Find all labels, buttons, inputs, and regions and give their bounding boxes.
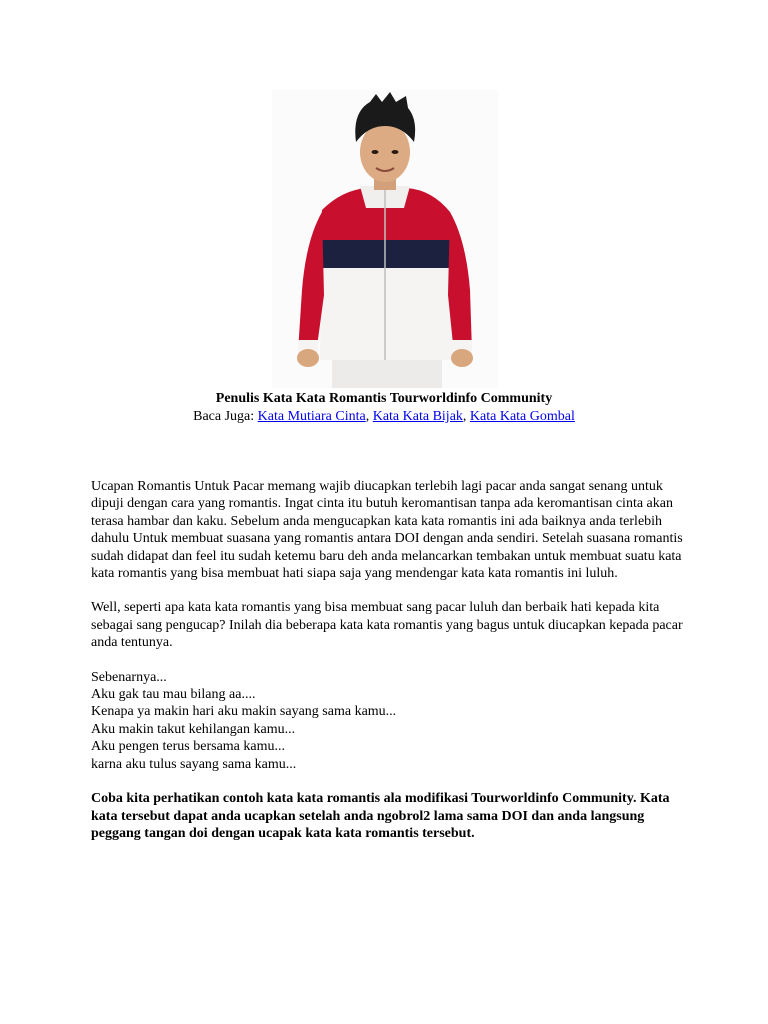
article-body xyxy=(91,478,691,859)
poem-line: Sebenarnya... xyxy=(91,669,167,685)
link-kata-kata-gombal[interactable]: Kata Kata Gombal xyxy=(469,409,575,424)
paragraph-example: Coba kita perhatikan contoh kata kata romantis ala modifikasi Tourworldinfo Community. Kata kata tersebut dapat anda ucapkan setelah anda ngobrol2 lama sama DOI dan anda langsung peggang tangan doi dengan ucapak kata kata romantis tersebut. xyxy=(91,791,670,841)
poem-line: Aku makin takut kehilangan kamu... xyxy=(91,721,296,737)
paragraph-intro: Ucapan Romantis Untuk Pacar memang wajib diucapkan terlebih lagi pacar anda sangat senang untuk dipuji dengan cara yang romantis. Ingat cinta itu butuh keromantisan tanpa ada keromantisan cinta akan terasa hambar dan kaku. Sebelum anda mengucapkan kata kata romantis ini ada baiknya anda terlebih dahulu Untuk membuat suasana yang romantis antara DOI dengan anda sendiri. Setelah suasana romantis sudah didapat dan feel itu sudah ketemu baru deh anda melancarkan tembakan untuk membuat suatu kata kata romantis yang bisa membuat hati siapa saja yang mendengar kata kata romantis ini luluh. xyxy=(91,479,683,582)
poem-line: karna aku tulus sayang sama kamu... xyxy=(91,756,297,772)
link-kata-kata-bijak[interactable]: Kata Kata Bijak xyxy=(372,409,463,424)
photo-caption xyxy=(0,390,768,426)
author-photo xyxy=(272,90,498,388)
related-links-prefix: Baca Juga: xyxy=(193,409,258,424)
related-links-line xyxy=(0,408,768,426)
author-photo-illustration xyxy=(272,90,498,388)
poem-line: Kenapa ya makin hari aku makin sayang sama kamu... xyxy=(91,704,397,720)
paragraph-well: Well, seperti apa kata kata romantis yang bisa membuat sang pacar luluh dan berbaik hati kepada kita sebagai sang pengucap? Inilah dia beberapa kata kata romantis yang bagus untuk diucapkan kepada pacar anda tentunya. xyxy=(91,600,683,651)
link-kata-mutiara-cinta[interactable]: Kata Mutiara Cinta xyxy=(257,409,366,424)
poem-line: Aku gak tau mau bilang aa.... xyxy=(91,687,256,703)
caption-title: Penulis Kata Kata Romantis Tourworldinfo Community xyxy=(215,391,553,406)
poem-line: Aku pengen terus bersama kamu... xyxy=(91,739,285,755)
link-separator: , xyxy=(462,409,470,424)
link-separator: , xyxy=(365,409,373,424)
